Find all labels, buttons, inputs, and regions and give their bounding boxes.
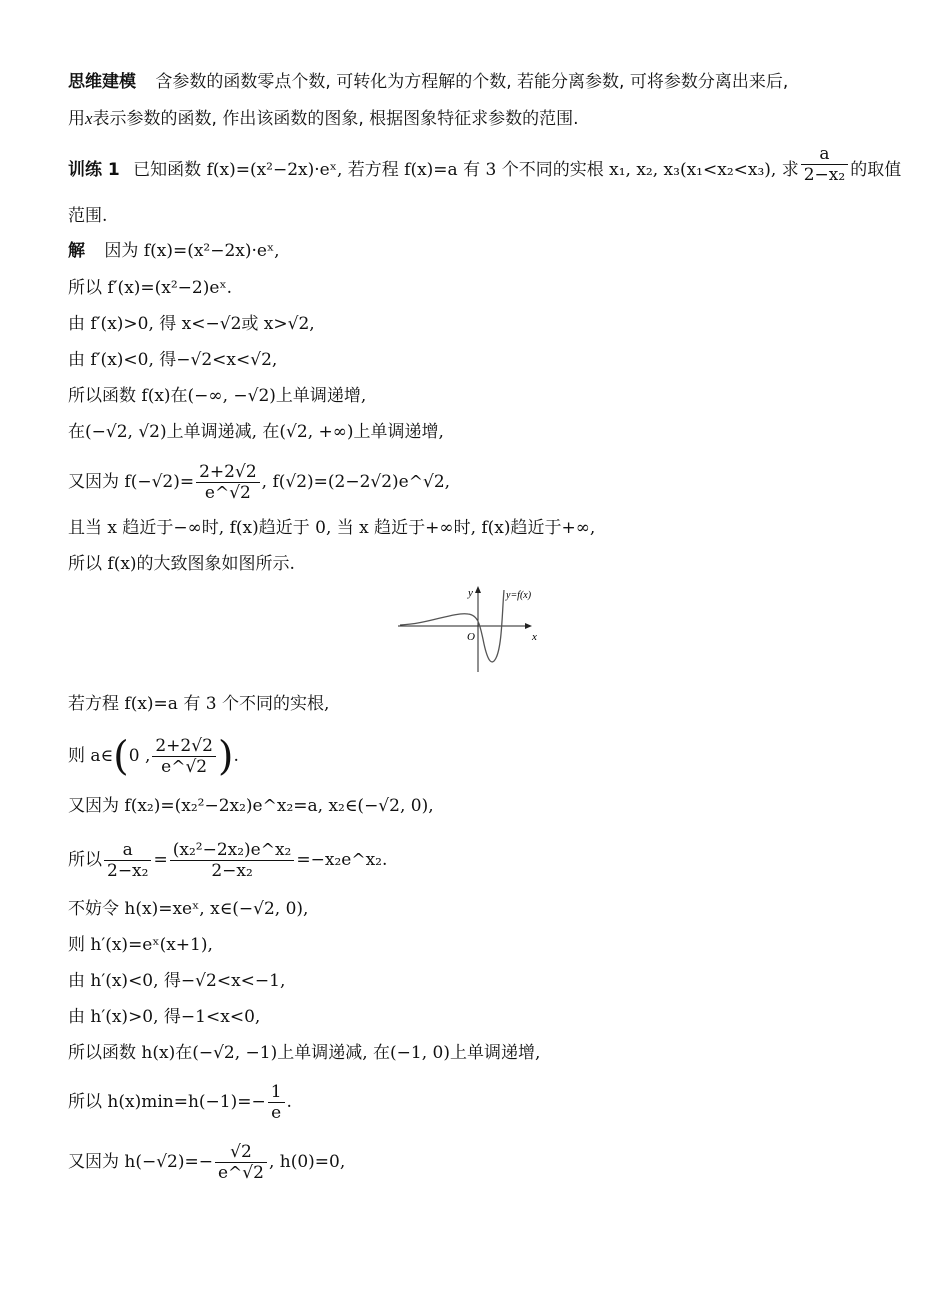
exercise-text-c: 有 3 个不同的实根 — [463, 160, 604, 180]
exercise-text-e: 的取值 — [850, 160, 902, 180]
solution-l19-den: e — [268, 1102, 285, 1123]
solution-l7-num: 2+2√2 — [199, 462, 257, 482]
exercise-roots: x₁, x₂, x₃(x₁<x₂<x₃) — [609, 160, 771, 180]
model-title: 思维建模 — [68, 72, 136, 92]
right-paren: ) — [217, 733, 234, 780]
solution-l11-num: 2+2√2 — [155, 736, 213, 756]
solution-line-7 — [68, 462, 450, 503]
solution-line-8: 且当 x 趋近于−∞时, f(x)趋近于 0, 当 x 趋近于+∞时, f(x)趋近于+∞, — [68, 518, 596, 538]
solution-l11-den: e^√2 — [152, 756, 216, 777]
solution-l7-den: e^√2 — [196, 482, 260, 503]
solution-line-15: 则 h′(x)=eˣ(x+1), — [68, 935, 213, 955]
x-label: x — [532, 631, 537, 643]
model-text-2a: 用 — [68, 109, 85, 129]
solution-l19-num: 1 — [270, 1082, 282, 1102]
solution-l7-pre: 又因为 f(−√2)= — [68, 472, 195, 492]
solution-l11-pre: 则 a∈ — [68, 746, 114, 766]
solution-line-11 — [68, 733, 239, 780]
solution-l20-fraction — [215, 1142, 267, 1183]
solution-line-10: 若方程 f(x)=a 有 3 个不同的实根, — [68, 694, 330, 714]
exercise-text-a: 已知函数 — [133, 160, 202, 180]
solution-label: 解 — [68, 241, 85, 261]
solution-l19-pre: 所以 h(x)min=h(−1)=− — [68, 1092, 266, 1112]
solution-l20-den: e^√2 — [215, 1162, 267, 1183]
exercise-text-d: , 求 — [770, 160, 799, 180]
exercise-line-1 — [68, 144, 902, 185]
curve-label: y=f(x) — [506, 590, 532, 601]
solution-line-12: 又因为 f(x₂)=(x₂²−2x₂)e^x₂=a, x₂∈(−√2, 0), — [68, 796, 434, 816]
model-text-1: 含参数的函数零点个数, 可转化为方程解的个数, 若能分离参数, 可将参数分离出来后, — [155, 72, 789, 92]
solution-line-2: 所以 f′(x)=(x²−2)eˣ. — [68, 278, 233, 298]
origin-label: O — [467, 631, 475, 643]
solution-l11-fraction — [152, 736, 216, 777]
solution-l13-fraction-2 — [170, 840, 295, 881]
solution-l11-post: . — [233, 746, 239, 766]
solution-l13-eq: = — [153, 850, 168, 870]
exercise-text-b: , 若方程 — [336, 160, 399, 180]
exercise-eq: f(x)=a — [404, 160, 458, 180]
solution-line-3: 由 f′(x)>0, 得 x<−√2或 x>√2, — [68, 314, 315, 334]
left-paren: ( — [113, 733, 129, 780]
model-line-1 — [68, 70, 788, 94]
exercise-fx: f(x)=(x²−2x)·eˣ — [206, 160, 337, 180]
y-label: y — [468, 587, 473, 599]
solution-l13-num2: (x₂²−2x₂)e^x₂ — [172, 840, 292, 860]
solution-line-17: 由 h′(x)>0, 得−1<x<0, — [68, 1007, 261, 1027]
solution-l20-post: , h(0)=0, — [268, 1152, 346, 1172]
x-axis-arrow — [525, 623, 532, 629]
function-graph — [398, 584, 558, 676]
solution-line-19 — [68, 1082, 292, 1123]
model-text-2b: 表示参数的函数, 作出该函数的图象, 根据图象特征求参数的范围. — [92, 109, 579, 129]
model-var-x: x — [85, 109, 93, 128]
solution-line-4: 由 f′(x)<0, 得−√2<x<√2, — [68, 350, 278, 370]
solution-line-16: 由 h′(x)<0, 得−√2<x<−1, — [68, 971, 286, 991]
model-line-2 — [68, 107, 579, 131]
solution-line-6: 在(−√2, √2)上单调递减, 在(√2, +∞)上单调递增, — [68, 422, 444, 442]
solution-l13-den1: 2−x₂ — [104, 860, 151, 881]
solution-l13-pre: 所以 — [68, 850, 102, 870]
solution-l13-num1: a — [122, 840, 133, 860]
solution-l13-fraction-1 — [104, 840, 151, 881]
solution-line-18: 所以函数 h(x)在(−√2, −1)上单调递减, 在(−1, 0)上单调递增, — [68, 1043, 541, 1063]
exercise-label: 训练 1 — [68, 160, 120, 180]
solution-l20-pre: 又因为 h(−√2)=− — [68, 1152, 213, 1172]
exercise-fraction — [801, 144, 848, 185]
solution-line-1 — [68, 239, 280, 263]
solution-l11-zero: 0 , — [128, 746, 151, 766]
solution-line-13 — [68, 840, 387, 881]
solution-l7-post: , f(√2)=(2−2√2)e^√2, — [261, 472, 451, 492]
solution-l20-num: √2 — [230, 1142, 252, 1162]
exercise-frac-den: 2−x₂ — [801, 164, 848, 185]
solution-line-5: 所以函数 f(x)在(−∞, −√2)上单调递增, — [68, 386, 367, 406]
y-axis-arrow — [475, 586, 481, 593]
solution-line-20 — [68, 1142, 345, 1183]
exercise-frac-num: a — [819, 144, 830, 164]
exercise-line-2: 范围. — [68, 206, 108, 226]
solution-l19-fraction — [268, 1082, 285, 1123]
solution-line-9: 所以 f(x)的大致图象如图所示. — [68, 554, 295, 574]
solution-l1: 因为 f(x)=(x²−2x)·eˣ, — [104, 241, 280, 261]
solution-l7-fraction — [196, 462, 260, 503]
solution-l19-post: . — [286, 1092, 292, 1112]
solution-l13-den2: 2−x₂ — [170, 860, 295, 881]
solution-l13-post: =−x₂e^x₂. — [296, 850, 388, 870]
solution-line-14: 不妨令 h(x)=xeˣ, x∈(−√2, 0), — [68, 899, 309, 919]
